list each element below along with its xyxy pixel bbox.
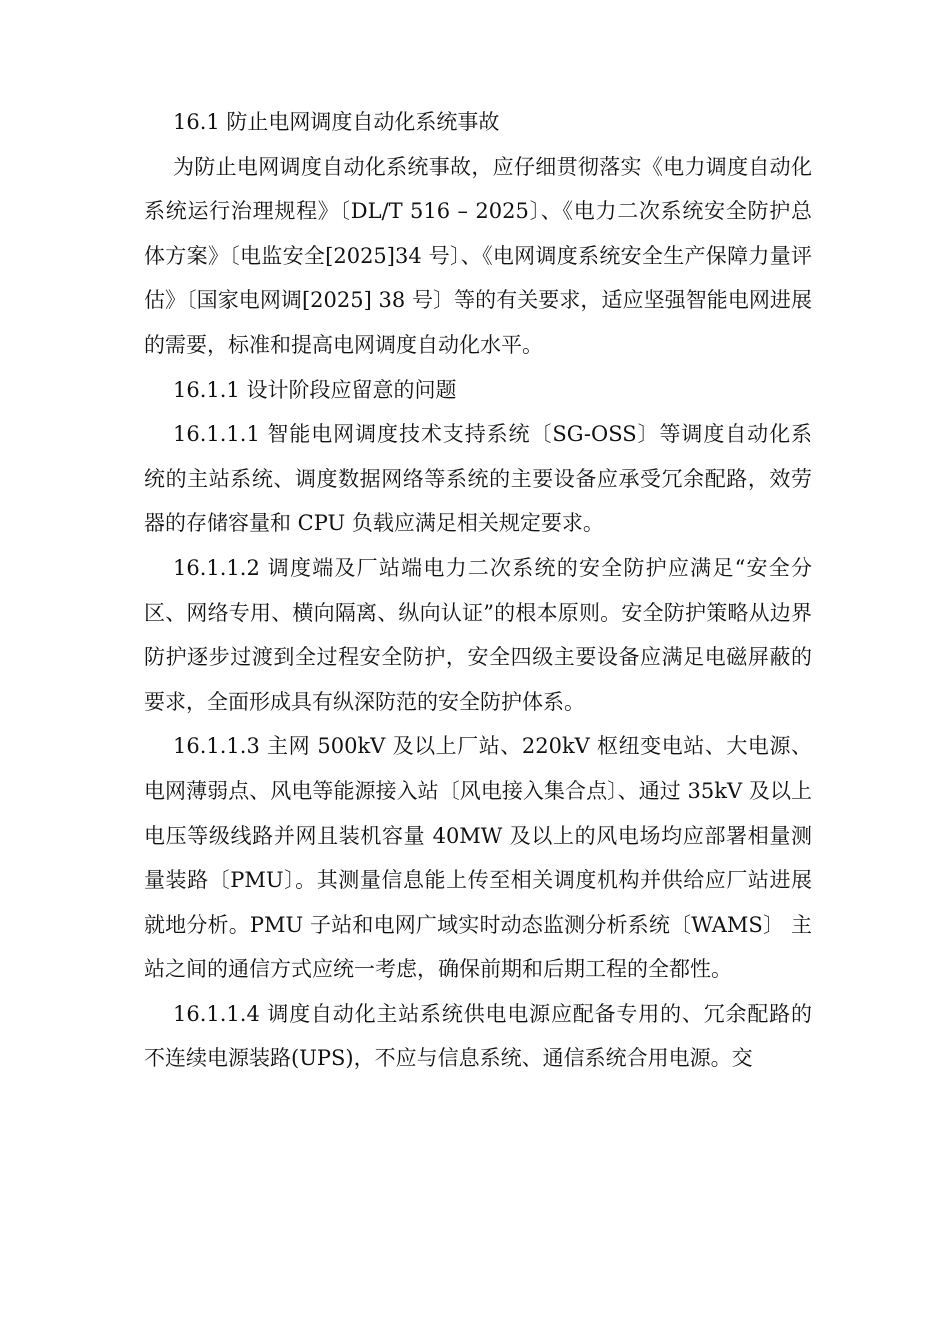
section-heading-16-1: 16.1 防止电网调度自动化系统事故 <box>173 110 500 134</box>
document-body <box>144 100 812 1081</box>
clause-16-1-1-2: 16.1.1.2 调度端及厂站端电力二次系统的安全防护应满足“安全分区、网络专用、横向隔离、纵向认证”的根本原则。安全防护策略从边界防护逐步过渡到全过程安全防护，安全四级主要设备应满足电磁屏蔽的要求，全面形成具有纵深防范的安全防护体系。 <box>144 555 812 714</box>
clause-16-1-1-1: 16.1.1.1 智能电网调度技术支持系统〔SG-OSS〕等调度自动化系统的主站系统、调度数据网络等系统的主要设备应承受冗余配路，效劳器的存储容量和 CPU 负载应满足相关规定要求。 <box>144 422 812 536</box>
clause-16-1-1-4: 16.1.1.4 调度自动化主站系统供电电源应配备专用的、冗余配路的不连续电源装路(UPS)，不应与信息系统、通信系统合用电源。交 <box>144 1001 812 1071</box>
subsection-heading-16-1-1: 16.1.1 设计阶段应留意的问题 <box>173 377 457 402</box>
intro-paragraph: 为防止电网调度自动化系统事故，应仔细贯彻落实《电力调度自动化系统运行治理规程》〔DL/T 516 – 2025〕、《电力二次系统安全防护总体方案》〔电监安全[2025]34 号〕、《电网调度系统安全生产保障力量评估》〔国家电网调[2025] 38 号〕等的有关要求，适应坚强智能电网进展的需要，标准和提高电网调度自动化水平。 <box>144 154 812 357</box>
clause-16-1-1-3: 16.1.1.3 主网 500kV 及以上厂站、220kV 枢纽变电站、大电源、电网薄弱点、风电等能源接入站〔风电接入集合点〕、通过 35kV 及以上电压等级线路并网且装机容量 40MW 及以上的风电场均应部署相量测量装路〔PMU〕。其测量信息能上传至相关调度机构并供给应厂站进展就地分析。PMU 子站和电网广域实时动态监测分析系统〔WAMS〕 主站之间的通信方式应统一考虑，确保前期和后期工程的全都性。 <box>144 734 812 982</box>
